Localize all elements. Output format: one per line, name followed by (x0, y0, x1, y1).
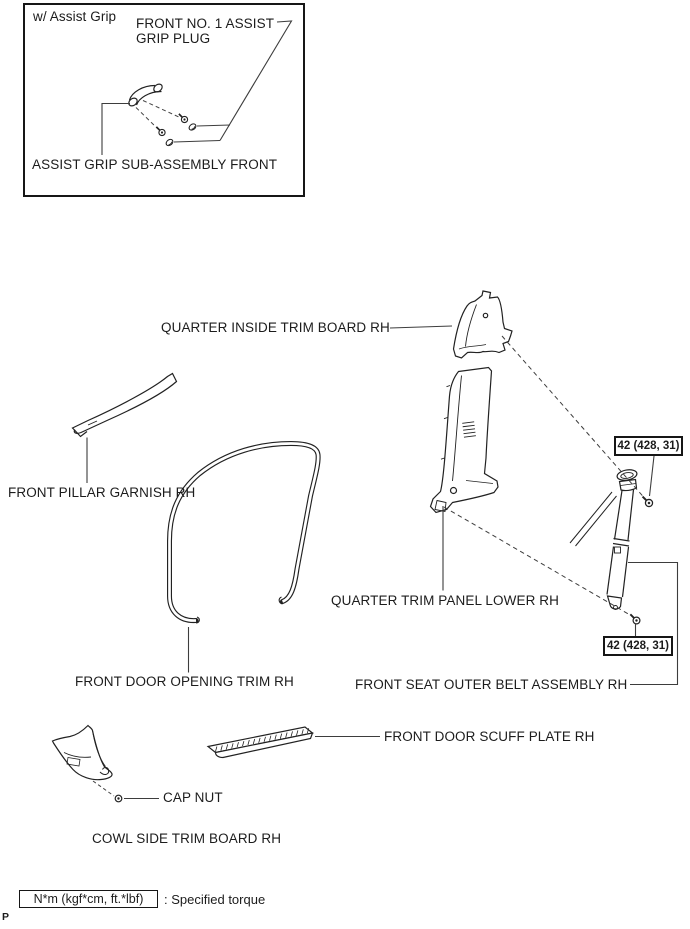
cowl-side-trim-board-part (53, 726, 122, 802)
page-marker: P (2, 911, 10, 923)
quarter-inside-trim-board-part (454, 291, 513, 358)
label-front-no1-assist-grip-plug (136, 17, 274, 46)
leader-lines (87, 326, 678, 799)
torque-unit-text: N*m (kgf*cm, ft.*lbf) (33, 892, 144, 906)
label-front-door-scuff-plate: FRONT DOOR SCUFF PLATE RH (384, 729, 595, 744)
plug-label-line1: FRONT NO. 1 ASSIST (136, 16, 275, 31)
belt-anchor-bolt-icon (643, 497, 653, 507)
front-seat-outer-belt-part (570, 468, 638, 609)
label-assist-grip-sub-assembly: ASSIST GRIP SUB-ASSEMBLY FRONT (32, 157, 278, 172)
front-door-scuff-plate-part (208, 727, 313, 758)
torque-callout-upper (614, 436, 683, 456)
torque-value: 42 (428, 31) (606, 640, 669, 652)
label-cowl-side-trim-board: COWL SIDE TRIM BOARD RH (92, 831, 282, 846)
inset-plug-icon (188, 123, 197, 132)
cap-nut-icon (115, 795, 122, 802)
label-cap-nut: CAP NUT (163, 790, 223, 805)
inset-variant-label: w/ Assist Grip (33, 9, 117, 24)
label-front-door-opening-trim: FRONT DOOR OPENING TRIM RH (75, 674, 294, 689)
front-door-opening-trim-part (170, 444, 319, 624)
label-front-pillar-garnish: FRONT PILLAR GARNISH RH (8, 485, 196, 500)
belt-floor-bolt-icon (630, 614, 640, 624)
assist-grip-drawing (127, 82, 197, 146)
torque-value: 42 (428, 31) (617, 440, 680, 452)
front-pillar-garnish-part (73, 374, 177, 437)
label-quarter-trim-panel-lower: QUARTER TRIM PANEL LOWER RH (331, 593, 559, 608)
inset-screw-icon (179, 114, 188, 123)
torque-callout-lower (603, 636, 673, 656)
torque-legend-text: : Specified torque (164, 892, 266, 907)
label-quarter-inside-trim-board: QUARTER INSIDE TRIM BOARD RH (161, 320, 390, 335)
label-front-seat-outer-belt-assembly: FRONT SEAT OUTER BELT ASSEMBLY RH (355, 677, 628, 692)
inset-plug-icon (165, 138, 174, 147)
torque-unit-box (19, 890, 158, 908)
plug-label-line2: GRIP PLUG (136, 30, 211, 46)
inset-screw-icon (156, 127, 165, 136)
quarter-trim-panel-lower-part (431, 368, 499, 513)
